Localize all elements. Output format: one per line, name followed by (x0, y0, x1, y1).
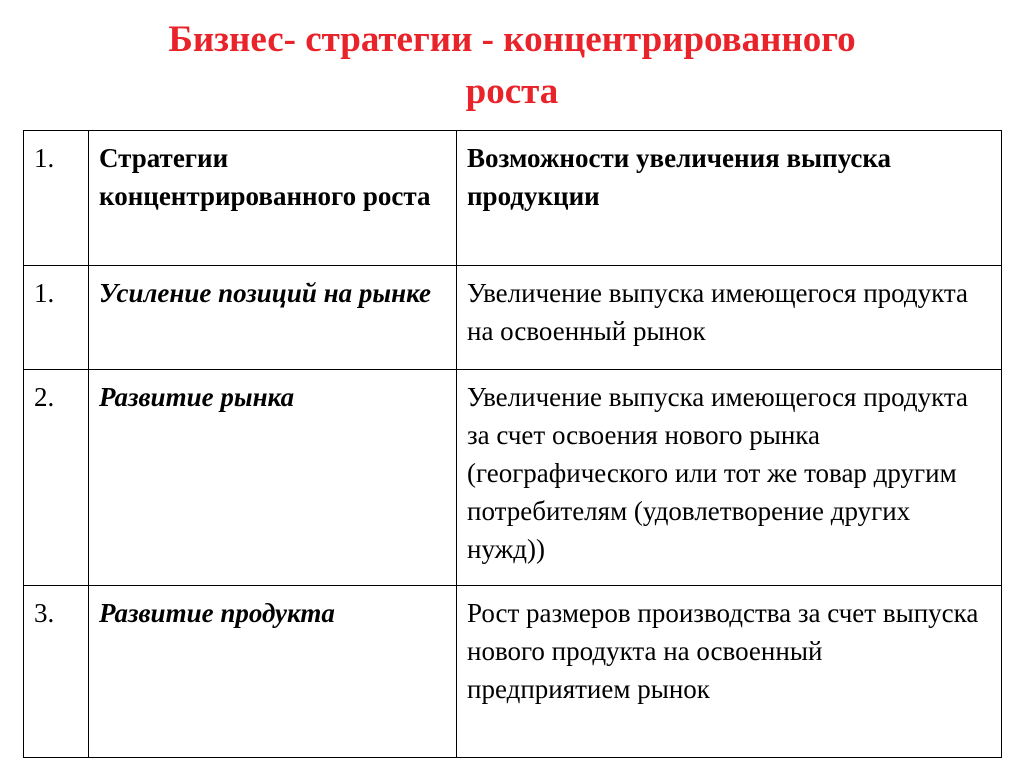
slide-title-line-2: роста (465, 71, 559, 112)
opportunity-cell: Увеличение выпуска имеющегося продукта за счет освоения нового рынка (географического или тот же товар другим потребителям (удовлетворение других нужд)) (457, 370, 1002, 586)
header-number-cell: 1. (24, 131, 89, 266)
table-row (24, 370, 1002, 586)
slide-title-line-1: Бизнес- стратегии - концентрированного (168, 19, 856, 60)
strategy-cell: Усиление позиций на рынке (89, 266, 457, 370)
table-row (24, 266, 1002, 370)
header-strategy-cell: Стратегии концентрированного роста (89, 131, 457, 266)
row-number-cell: 1. (24, 266, 89, 370)
header-opportunity-cell: Возможности увеличения выпуска продукции (457, 131, 1002, 266)
strategy-cell: Развитие рынка (89, 370, 457, 586)
strategies-table (23, 130, 1002, 758)
opportunity-cell: Увеличение выпуска имеющегося продукта на освоенный рынок (457, 266, 1002, 370)
row-number-cell: 2. (24, 370, 89, 586)
strategy-cell: Развитие продукта (89, 586, 457, 758)
table-header-row (24, 131, 1002, 266)
opportunity-cell: Рост размеров производства за счет выпуска нового продукта на освоенный предприятием рынок (457, 586, 1002, 758)
table-row (24, 586, 1002, 758)
row-number-cell: 3. (24, 586, 89, 758)
slide-title (0, 14, 1024, 118)
